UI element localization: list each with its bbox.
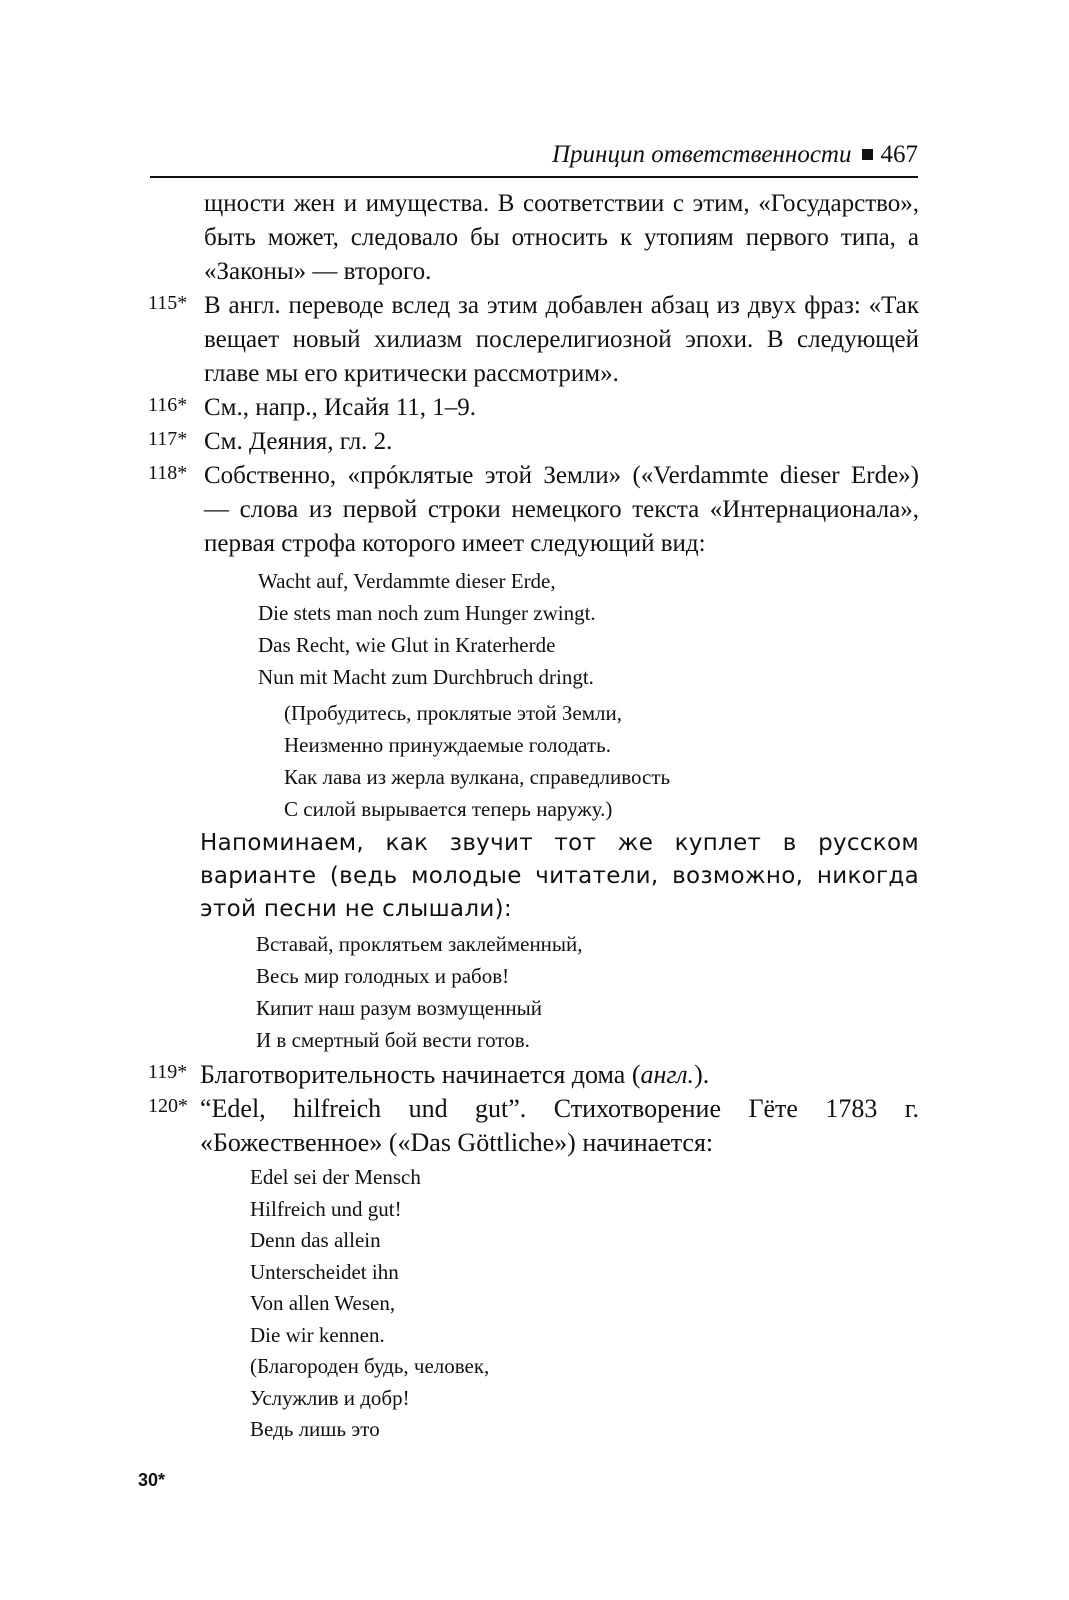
verse-line: Hilfreich und gut! (250, 1196, 402, 1221)
note-continuation-text: щности жен и имущества. В соответствии с этим, «Государство», быть может, следовало бы относить к утопиям первого типа, а «Законы» — второго. (204, 190, 919, 285)
note-117 (0, 425, 1069, 459)
note-115 (0, 289, 1069, 391)
note-text: Напоминаем, как звучит тот же куплет в русском варианте (ведь молодые читатели, возможно, никогда этой песни не слышали): (200, 830, 919, 922)
note-text: См., напр., Исайя 11, 1–9. (204, 394, 477, 421)
note-number: 116* (148, 394, 188, 416)
verse-line: Von allen Wesen, (250, 1291, 396, 1315)
verse-line: Весь мир голодных и рабов! (256, 964, 510, 988)
verse-goethe (200, 1162, 919, 1446)
note-text: “Edel, hilfreich und gut”. Стихотворение Гёте 1783 г. «Божественное» («Das Göttliche») начинается: (200, 1094, 919, 1157)
verse-line: (Пробудитесь, проклятые этой Земли, (284, 701, 622, 725)
verse-line: Вставай, проклятьем заклейменный, (256, 932, 583, 956)
verse-line: (Благороден будь, человек, (250, 1354, 490, 1378)
verse-line: Das Recht, wie Glut in Kraterherde (258, 633, 556, 657)
note-continuation (0, 187, 1069, 289)
note-text: См. Деяния, гл. 2. (204, 428, 393, 455)
verse-line: Ведь лишь это (250, 1417, 380, 1441)
verse-line: С силой вырывается теперь наружу.) (284, 797, 613, 821)
note-118 (0, 459, 1069, 825)
endnotes-body (0, 187, 1069, 1446)
note-number: 117* (148, 428, 188, 450)
verse-russian (200, 928, 919, 1056)
verse-line: Die stets man noch zum Hunger zwingt. (258, 601, 596, 625)
verse-line: Кипит наш разум возмущенный (256, 996, 542, 1020)
note-119-text: Благотворительность начинается дома (200, 1060, 626, 1089)
verse-line: Как лава из жерла вулкана, справедливость (284, 765, 671, 789)
note-120 (0, 1092, 1069, 1446)
language-abbreviation: англ. (640, 1060, 695, 1089)
note-119 (0, 1058, 1069, 1092)
printer-signature: 30* (138, 1470, 166, 1490)
verse-line: Die wir kennen. (250, 1322, 385, 1347)
verse-translation (204, 697, 919, 825)
verse-line: Edel sei der Mensch (250, 1165, 421, 1189)
verse-line: Услужлив и добр! (250, 1385, 410, 1410)
verse-line: Nun mit Macht zum Durchbruch dringt. (258, 665, 594, 689)
verse-line: И в смертный бой вести готов. (256, 1028, 530, 1052)
running-title: Принцип ответственности (552, 141, 852, 168)
verse-german (204, 565, 919, 693)
note-text: Благотворительность начинается дома (англ.). (200, 1060, 710, 1089)
note-number: 119* (148, 1061, 188, 1083)
verse-line: Wacht auf, Verdammte dieser Erde, (258, 569, 556, 593)
page-number: 467 (880, 141, 918, 168)
note-118-continued (0, 827, 1069, 1056)
note-number: 118* (148, 462, 188, 484)
square-bullet-icon (862, 149, 873, 160)
header-rule (150, 176, 918, 178)
note-text: Собственно, «прóклятые этой Земли» («Verdammte dieser Erde») — слова из первой строки немецкого текста «Интернационала», первая строфа которого имеет следующий вид: (204, 462, 919, 557)
verse-line: Unterscheidet ihn (250, 1259, 399, 1284)
verse-line: Denn das allein (250, 1228, 381, 1252)
running-header (150, 134, 918, 176)
note-number: 120* (148, 1095, 188, 1117)
note-text: В англ. переводе вслед за этим добавлен абзац из двух фраз: «Так вещает новый хилиазм послерелигиозной эпохи. В следующей главе мы его критически рассмотрим». (204, 292, 919, 387)
verse-line: Неизменно принуждаемые голодать. (284, 733, 611, 757)
note-116 (0, 391, 1069, 425)
note-number: 115* (148, 292, 188, 314)
